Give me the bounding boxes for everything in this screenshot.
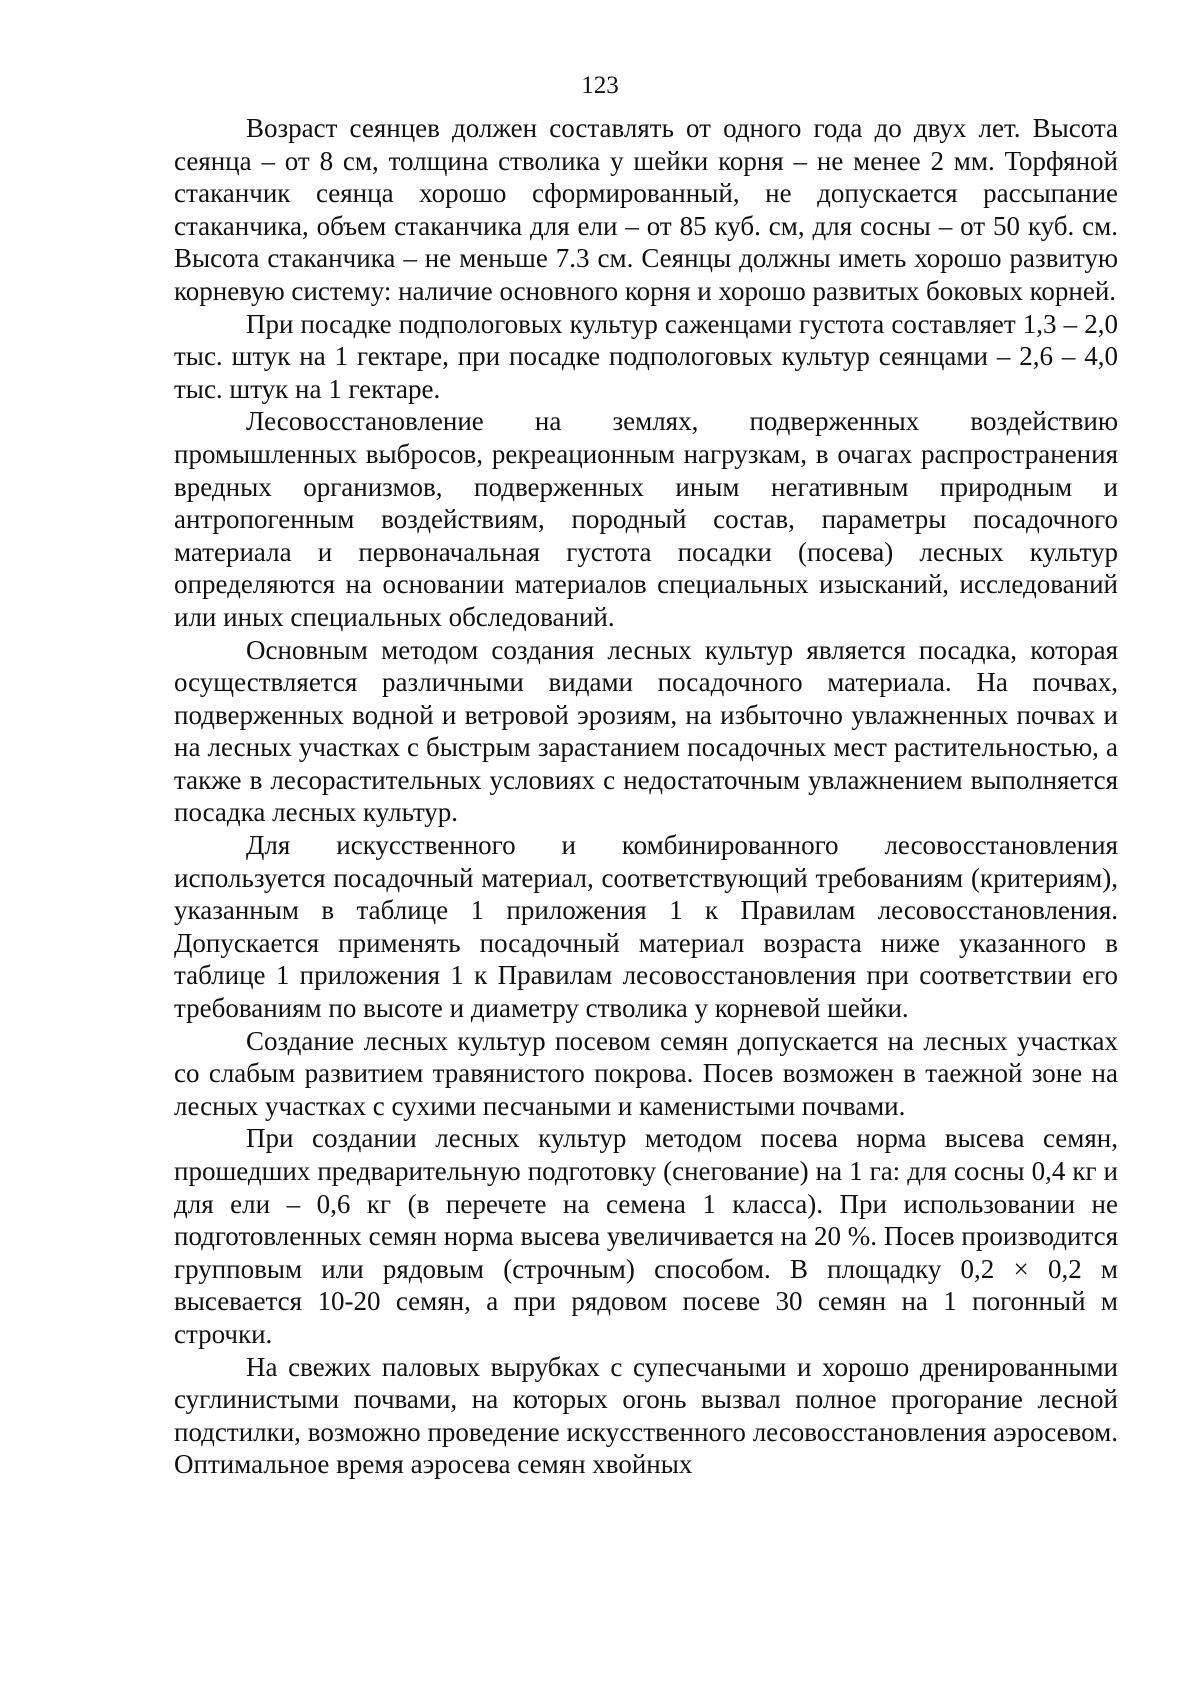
paragraph-planting-material: Для искусственного и комбинированного лесовосстановления используется посадочный материал, соответствующий требованиям (критериям), указанным в таблице 1 приложения 1 к Правилам лесовосстановления. Допускается применять посадочный материал возраста ниже указанного в таблице 1 приложения 1 к Правилам лесовосстановления при соответствии его требованиям по высоте и диаметру стволика у корневой шейки. [174, 830, 1118, 1024]
paragraph-planting-density: При посадке подпологовых культур саженцами густота составляет 1,3 – 2,0 тыс. штук на 1 гектаре, при посадке подпологовых культур сеянцами – 2,6 – 4,0 тыс. штук на 1 гектаре. [174, 308, 1118, 404]
paragraph-seedling-age: Возраст сеянцев должен составлять от одного года до двух лет. Высота сеянца – от 8 см, толщина стволика у шейки корня – не менее 2 мм. Торфяной стаканчик сеянца хорошо сформированный, не допускается рассыпание стаканчика, объем стаканчика для ели – от 85 куб. см, для сосны – от 50 куб. см. Высота стаканчика – не меньше 7.3 см. Сеянцы должны иметь хорошо развитую корневую систему: наличие основного корня и хорошо развитых боковых корней. [174, 113, 1118, 306]
document-body [174, 112, 1118, 1481]
paragraph-main-method: Основным методом создания лесных культур является посадка, которая осуществляется различными видами посадочного материала. На почвах, подверженных водной и ветровой эрозиям, на избыточно увлажненных почвах и на лесных участках с быстрым зарастанием посадочных мест растительностью, а также в лесорастительных условиях с недостаточным увлажнением выполняется посадка лесных культур. [174, 634, 1118, 828]
page-number: 123 [581, 72, 619, 99]
paragraph-sowing-rate: При создании лесных культур методом посева норма высева семян, прошедших предварительную подготовку (снегование) на 1 га: для сосны 0,4 кг и для ели – 0,6 кг (в перечете на семена 1 класса). При использовании не подготовленных семян норма высева увеличивается на 20 %. Посев производится групповым или рядовым (строчным) способом. В площадку 0,2 × 0,2 м высевается 10-20 семян, а при рядовом посеве 30 семян на 1 погонный м строчки. [174, 1123, 1118, 1349]
paragraph-affected-lands: Лесовосстановление на землях, подверженных воздействию промышленных выбросов, рекреационным нагрузкам, в очагах распространения вредных организмов, подверженных иным негативным природным и антропогенным воздействиям, породный состав, параметры посадочного материала и первоначальная густота посадки (посева) лесных культур определяются на основании материалов специальных изысканий, исследований или иных специальных обследований. [174, 406, 1118, 632]
paragraph-aerial-sowing: На свежих паловых вырубках с супесчаными и хорошо дренированными суглинистыми почвами, на которых огонь вызвал полное прогорание лесной подстилки, возможно проведение искусственного лесовосстановления аэросевом. Оптимальное время аэросева семян хвойных [174, 1351, 1118, 1480]
paragraph-seed-sowing: Создание лесных культур посевом семян допускается на лесных участках со слабым развитием травянистого покрова. Посев возможен в таежной зоне на лесных участках с сухими песчаными и каменистыми почвами. [174, 1025, 1118, 1121]
